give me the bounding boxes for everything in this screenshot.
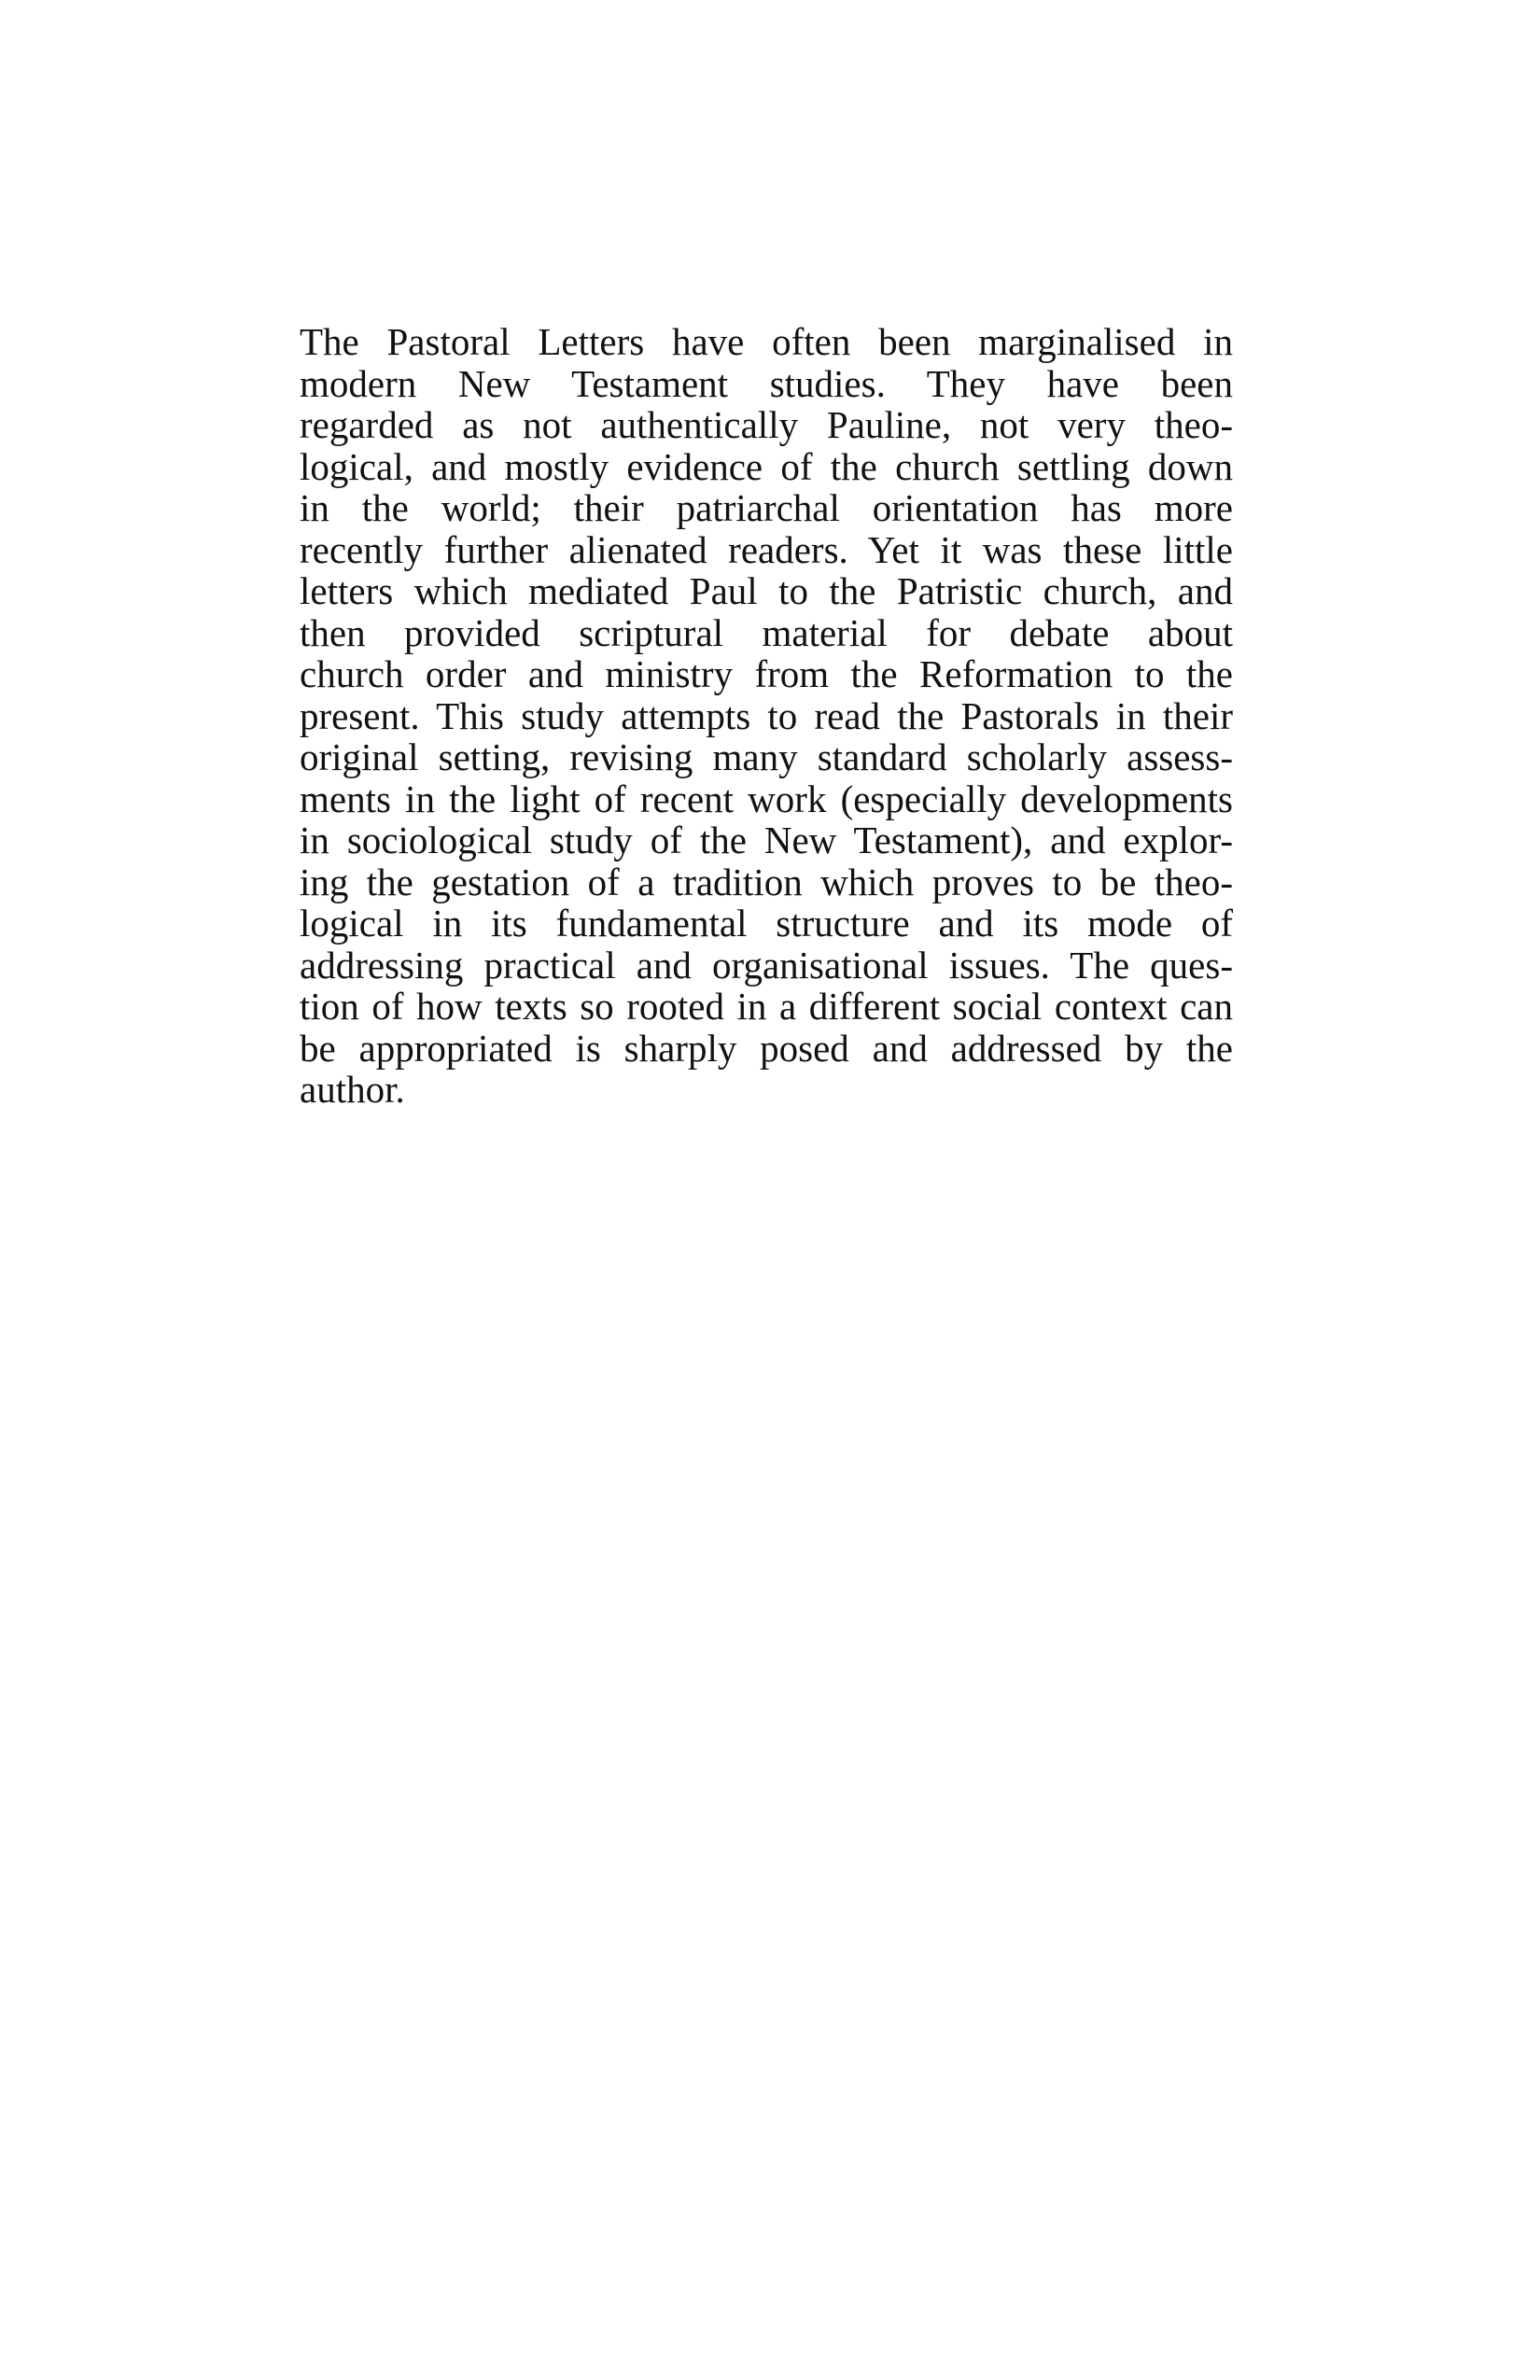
blurb-line: ing the gestation of a tradition which proves to be theo-	[300, 860, 1233, 903]
blurb-line: addressing practical and organisational issues. The ques-	[300, 943, 1233, 987]
book-blurb	[300, 321, 1233, 1111]
blurb-line: tion of how texts so rooted in a different social context can	[300, 985, 1233, 1028]
blurb-line: ments in the light of recent work (especially developments	[300, 777, 1233, 820]
blurb-line: recently further alienated readers. Yet it was these little	[300, 527, 1233, 571]
blurb-line: present. This study attempts to read the Pastorals in their	[300, 693, 1233, 737]
blurb-line: in the world; their patriarchal orientation has more	[300, 486, 1233, 529]
blurb-line: The Pastoral Letters have often been marginalised in	[300, 320, 1233, 363]
blurb-line: church order and ministry from the Reformation to the	[300, 652, 1233, 695]
blurb-line: then provided scriptural material for debate about	[300, 610, 1233, 654]
blurb-line: letters which mediated Paul to the Patristic church, and	[300, 569, 1233, 612]
blurb-line: in sociological study of the New Testament), and explor-	[300, 819, 1233, 861]
blurb-line: author.	[300, 1068, 405, 1111]
blurb-line: regarded as not authentically Pauline, not very theo-	[300, 403, 1233, 446]
blurb-line: logical in its fundamental structure and its mode of	[300, 902, 1233, 945]
blurb-line: modern New Testament studies. They have been	[300, 361, 1233, 405]
blurb-line: be appropriated is sharply posed and addressed by the	[300, 1026, 1233, 1070]
blurb-line: logical, and mostly evidence of the church settling down	[300, 444, 1233, 488]
blurb-line: original setting, revising many standard scholarly assess-	[300, 735, 1233, 778]
